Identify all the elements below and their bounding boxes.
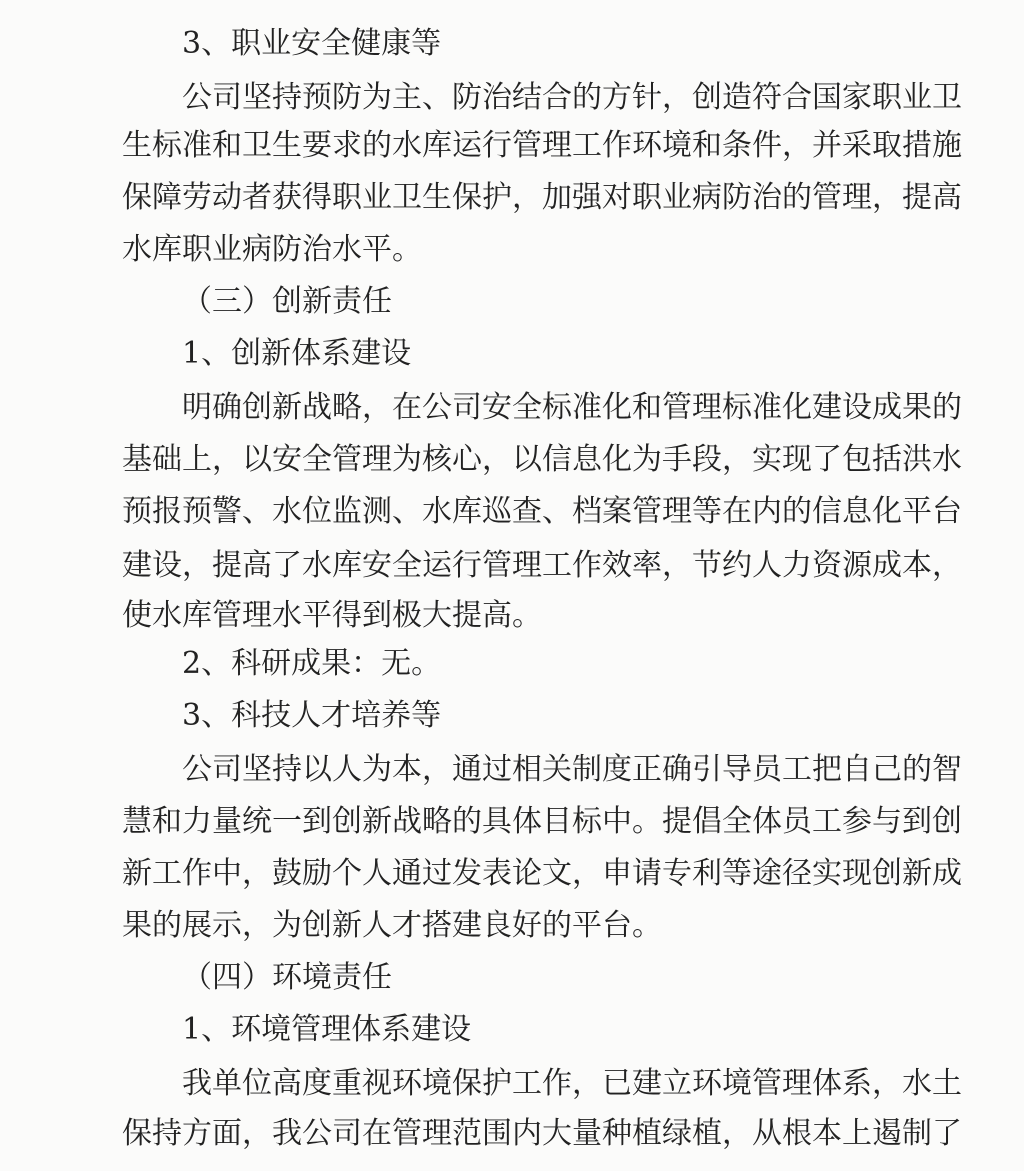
paragraph-line: 公司坚持以人为本，通过相关制度正确引导员工把自己的智: [182, 752, 962, 787]
paragraph-line: 建设，提高了水库安全运行管理工作效率，节约人力资源成本，: [122, 548, 962, 583]
subheading-research-results: 2、科研成果：无。: [182, 646, 442, 681]
subheading-occupational-safety: 3、职业安全健康等: [182, 26, 442, 61]
paragraph-line: 水库职业病防治水平。: [122, 232, 422, 267]
subheading-environment-system: 1、环境管理体系建设: [182, 1012, 472, 1047]
paragraph-line: 明确创新战略，在公司安全标准化和管理标准化建设成果的: [182, 390, 962, 425]
subheading-talent-training: 3、科技人才培养等: [182, 698, 442, 733]
paragraph-line: 新工作中，鼓励个人通过发表论文，申请专利等途径实现创新成: [122, 856, 962, 891]
paragraph-line: 基础上，以安全管理为核心，以信息化为手段，实现了包括洪水: [122, 442, 962, 477]
section-heading-environment: （四）环境责任: [182, 960, 392, 995]
paragraph-line: 预报预警、水位监测、水库巡查、档案管理等在内的信息化平台: [122, 494, 962, 529]
paragraph-line: 保障劳动者获得职业卫生保护，加强对职业病防治的管理，提高: [122, 180, 962, 215]
paragraph-line: 慧和力量统一到创新战略的具体目标中。提倡全体员工参与到创: [122, 804, 962, 839]
paragraph-line: 公司坚持预防为主、防治结合的方针，创造符合国家职业卫: [182, 80, 962, 115]
paragraph-line: 生标准和卫生要求的水库运行管理工作环境和条件，并采取措施: [122, 128, 962, 163]
subheading-innovation-system: 1、创新体系建设: [182, 336, 412, 371]
paragraph-line: 使水库管理水平得到极大提高。: [122, 598, 542, 633]
paragraph-line: 保持方面，我公司在管理范围内大量种植绿植，从根本上遏制了: [122, 1116, 962, 1151]
section-heading-innovation: （三）创新责任: [182, 284, 392, 319]
paragraph-line: 我单位高度重视环境保护工作，已建立环境管理体系，水土: [182, 1066, 962, 1101]
paragraph-line: 果的展示，为创新人才搭建良好的平台。: [122, 908, 662, 943]
